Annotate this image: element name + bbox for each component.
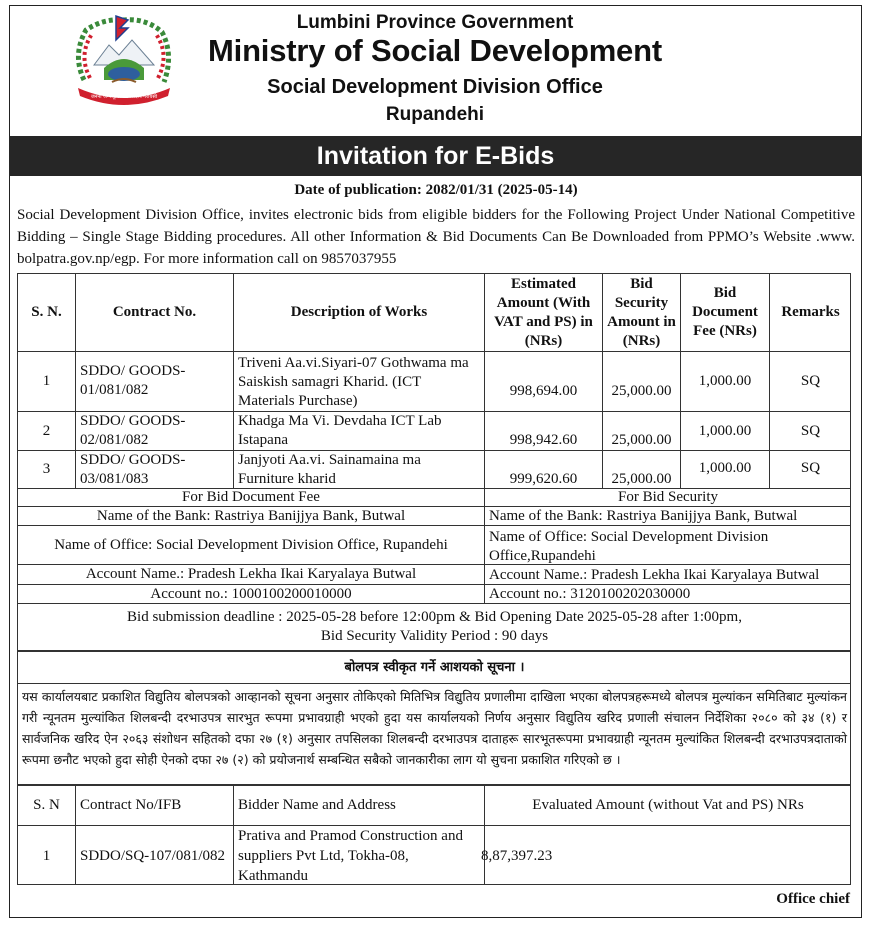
table-row-fee: 1,000.00 bbox=[680, 351, 769, 411]
bids-header-estimated: Estimated Amount (With VAT and PS) in (NRs) bbox=[484, 273, 602, 351]
table-row-description: Triveni Aa.vi.Siyari-07 Gothwama ma Saiskish samagri Kharid. (ICT Materials Purchase) bbox=[233, 351, 484, 411]
table-row-sn: 2 bbox=[17, 411, 75, 450]
table-row-security: 25,000.00 bbox=[602, 411, 680, 450]
fee-account-number: Account no.: 1000100200010000 bbox=[17, 584, 484, 603]
table-row-sn: 1 bbox=[17, 351, 75, 411]
security-account-number: Account no.: 3120100202030000 bbox=[484, 584, 851, 603]
intro-paragraph: Social Development Division Office, invites electronic bids from eligible bidders for the Following Project Under National Competitive Bidding – Single Stage Bidding procedures. All other Information & Bid Documents Can Be Downloaded from PPMO’s Website .www. bolpatra.gov.np/egp. For more information call on 9857037955 bbox=[17, 207, 855, 267]
security-validity: Bid Security Validity Period : 90 days bbox=[320, 628, 549, 644]
bids-header-remarks: Remarks bbox=[769, 273, 851, 351]
security-account-name: Account Name.: Pradesh Lekha Ikai Karyalaya Butwal bbox=[484, 564, 851, 584]
office-name: Social Development Division Office bbox=[267, 76, 603, 98]
table-row-security: 25,000.00 bbox=[602, 450, 680, 488]
table-row-contract: SDDO/SQ-107/081/082 bbox=[75, 825, 233, 885]
bids-header-fee: Bid Document Fee (NRs) bbox=[680, 273, 769, 351]
emblem-motto: जननी जन्मभूमिश्च स्वर्गादपि गरीयसी bbox=[90, 94, 158, 100]
security-section-title: For Bid Security bbox=[484, 488, 851, 506]
table-row-description: Janjyoti Aa.vi. Sainamaina ma Furniture kharid bbox=[233, 450, 484, 488]
table-row-estimated: 998,694.00 bbox=[484, 351, 602, 411]
table-row-fee: 1,000.00 bbox=[680, 450, 769, 488]
table-row-contract: SDDO/ GOODS-03/081/083 bbox=[75, 450, 233, 488]
bids-header-sn: S. N. bbox=[17, 273, 75, 351]
security-bank-name: Name of the Bank: Rastriya Banijjya Bank, Butwal bbox=[484, 506, 851, 525]
submission-deadline: Bid submission deadline : 2025-05-28 before 12:00pm & Bid Opening Date 2025-05-28 after 1:00pm, bbox=[127, 609, 742, 625]
publication-date: Date of publication: 2082/01/31 (2025-05-14) bbox=[294, 182, 578, 198]
fee-bank-name: Name of the Bank: Rastriya Banijjya Bank, Butwal bbox=[17, 506, 484, 525]
table-row-estimated: 998,942.60 bbox=[484, 411, 602, 450]
table-row-fee: 1,000.00 bbox=[680, 411, 769, 450]
fee-section-title: For Bid Document Fee bbox=[17, 488, 484, 506]
bids-header-contract: Contract No. bbox=[75, 273, 233, 351]
table-row-remarks: SQ bbox=[769, 411, 851, 450]
deadline-block bbox=[17, 603, 851, 651]
table-row-sn: 1 bbox=[17, 825, 75, 885]
fee-office-name: Name of Office: Social Development Division Office, Rupandehi bbox=[17, 525, 484, 564]
signature: Office chief bbox=[776, 891, 850, 907]
award-header-contract: Contract No/IFB bbox=[75, 785, 233, 825]
table-row-bidder: Prativa and Pramod Construction and suppliers Pvt Ltd, Tokha-08, Kathmandu bbox=[233, 825, 484, 885]
award-header-sn: S. N bbox=[17, 785, 75, 825]
bids-header-security: Bid Security Amount in (NRs) bbox=[602, 273, 680, 351]
fee-account-name: Account Name.: Pradesh Lekha Ikai Karyalaya Butwal bbox=[17, 564, 484, 584]
award-header-amount: Evaluated Amount (without Vat and PS) NRs bbox=[484, 785, 851, 825]
table-row-sn: 3 bbox=[17, 450, 75, 488]
table-row-amount: 8,87,397.23 bbox=[484, 825, 851, 885]
table-row-contract: SDDO/ GOODS-01/081/082 bbox=[75, 351, 233, 411]
ministry-name: Ministry of Social Development bbox=[208, 33, 662, 68]
government-name: Lumbini Province Government bbox=[296, 12, 574, 33]
district-name: Rupandehi bbox=[385, 104, 485, 125]
table-row-remarks: SQ bbox=[769, 351, 851, 411]
page-title: Invitation for E-Bids bbox=[9, 136, 862, 176]
table-row-estimated: 999,620.60 bbox=[484, 450, 602, 488]
award-header-bidder: Bidder Name and Address bbox=[233, 785, 484, 825]
notice-body: यस कार्यालयबाट प्रकाशित विद्युतिय बोलपत्रको आव्हानको सूचना अनुसार तोकिएको मितिभित्र विद्युतिय प्रणालीमा दाखिला भएका बोलपत्रहरूमध्ये बोलपत्र मुल्यांकन समितिबाट मुल्यांकन गरी न्यूनतम मुल्यांकित शिलबन्दी दरभाउपत्र सारभुत रूपमा प्रभावग्राही भएको हुदा यस कार्यालयको निर्णय अनुसार विद्युतिय खरिद प्रणाली संचालन निर्देशिका २०८० को ३४ (१) र सार्वजनिक खरिद ऐन २०६३ संशोधन सहितको दफा २७ (१) अनुसार तपसिलका शिलबन्दी दरभाउपत्र दाताहरू सारभूतरूपमा प्रभावग्राही न्यूनतम मुल्यांकित शिलबन्दी दरभाउपत्रदाताको रूपमा छनौट भएको हुदा सोही ऐनको दफा २७ (२) को प्रयोजनार्थ सम्बन्धित सबैको जानकारीका लाग यो सुचना प्रकाशित गरिएको छ । bbox=[17, 683, 851, 785]
table-row-contract: SDDO/ GOODS-02/081/082 bbox=[75, 411, 233, 450]
bids-header-description: Description of Works bbox=[233, 273, 484, 351]
notice-title: बोलपत्र स्वीकृत गर्ने आशयको सूचना । bbox=[17, 651, 851, 683]
table-row-remarks: SQ bbox=[769, 450, 851, 488]
table-row-security: 25,000.00 bbox=[602, 351, 680, 411]
security-office-name: Name of Office: Social Development Division Office,Rupandehi bbox=[484, 525, 851, 564]
table-row-description: Khadga Ma Vi. Devdaha ICT Lab Istapana bbox=[233, 411, 484, 450]
